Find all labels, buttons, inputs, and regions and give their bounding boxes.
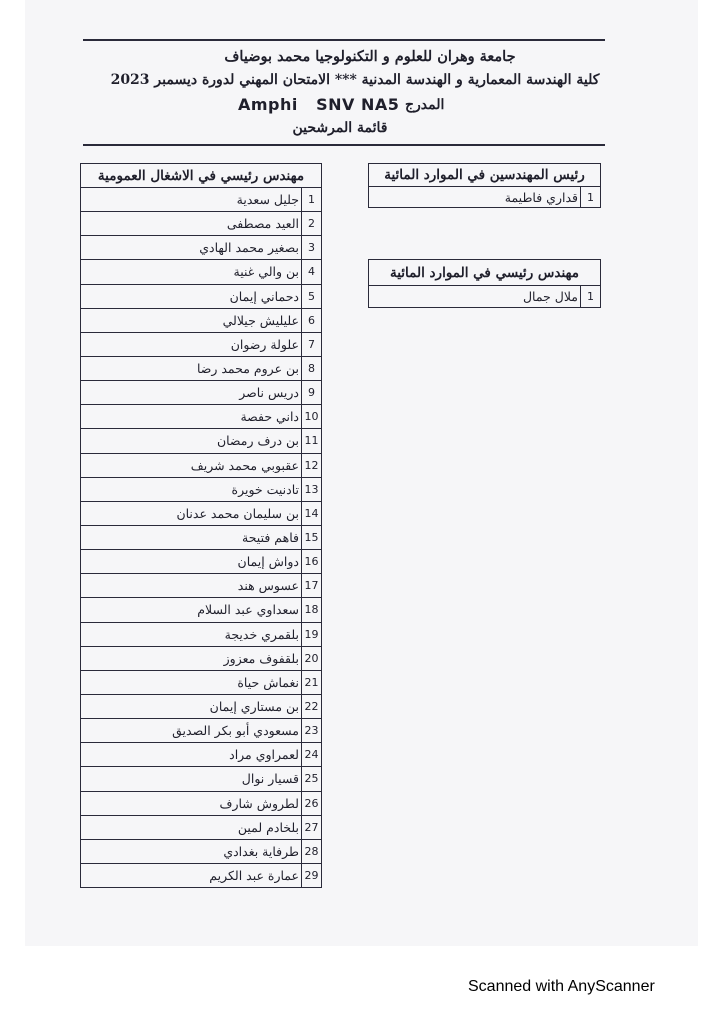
candidates-list-title: قائمة المرشحين xyxy=(292,120,388,136)
candidate-name: العيد مصطفى xyxy=(81,212,302,236)
candidate-name: عليليش جيلالي xyxy=(81,308,302,332)
table-row xyxy=(81,284,322,308)
table-row xyxy=(81,356,322,380)
candidate-name: لعمراوي مراد xyxy=(81,743,302,767)
scanner-watermark: Scanned with AnyScanner xyxy=(468,978,655,995)
table-row xyxy=(81,405,322,429)
row-number: 3 xyxy=(302,236,322,260)
row-number: 6 xyxy=(302,308,322,332)
candidate-name: طرفاية بغدادي xyxy=(81,839,302,863)
table-row xyxy=(81,477,322,501)
table-row xyxy=(369,187,601,208)
row-number: 9 xyxy=(302,381,322,405)
row-number: 24 xyxy=(302,743,322,767)
candidate-name: دريس ناصر xyxy=(81,381,302,405)
table-row xyxy=(81,694,322,718)
candidate-name: نغماش حياة xyxy=(81,670,302,694)
table-row xyxy=(81,767,322,791)
table-row xyxy=(81,863,322,887)
row-number: 17 xyxy=(302,574,322,598)
university-name: جامعة وهران للعلوم و التكنولوجيا محمد بوضياف xyxy=(224,48,516,65)
candidate-name: تادنيت خويرة xyxy=(81,477,302,501)
table-row xyxy=(81,501,322,525)
candidate-name: بلقفوف معزوز xyxy=(81,646,302,670)
chief-engineers-water-table xyxy=(368,163,601,208)
row-number: 4 xyxy=(302,260,322,284)
header-bottom-rule xyxy=(83,144,605,146)
table-row xyxy=(81,622,322,646)
top-rule xyxy=(83,39,605,41)
candidate-name: قسيار نوال xyxy=(81,767,302,791)
table-row xyxy=(81,550,322,574)
candidate-name: مسعودي أبو بكر الصديق xyxy=(81,719,302,743)
row-number: 22 xyxy=(302,694,322,718)
candidate-name: بن والي غنية xyxy=(81,260,302,284)
candidate-name: داني حفصة xyxy=(81,405,302,429)
row-number: 5 xyxy=(302,284,322,308)
row-number: 1 xyxy=(581,187,601,208)
candidate-name: عسوس هند xyxy=(81,574,302,598)
row-number: 8 xyxy=(302,356,322,380)
row-number: 20 xyxy=(302,646,322,670)
table-row xyxy=(81,815,322,839)
row-number: 12 xyxy=(302,453,322,477)
candidate-name: بن سليمان محمد عدنان xyxy=(81,501,302,525)
table-row xyxy=(81,574,322,598)
candidate-name: بلخادم لمين xyxy=(81,815,302,839)
row-number: 16 xyxy=(302,550,322,574)
row-number: 29 xyxy=(302,863,322,887)
candidate-name: بن مستاري إيمان xyxy=(81,694,302,718)
table-row xyxy=(81,332,322,356)
table-row xyxy=(81,453,322,477)
table-row xyxy=(81,525,322,549)
candidate-name: لطروش شارف xyxy=(81,791,302,815)
row-number: 19 xyxy=(302,622,322,646)
row-number: 25 xyxy=(302,767,322,791)
table-row xyxy=(81,188,322,212)
table-row xyxy=(369,286,601,308)
table-row xyxy=(81,719,322,743)
row-number: 18 xyxy=(302,598,322,622)
row-number: 11 xyxy=(302,429,322,453)
row-number: 28 xyxy=(302,839,322,863)
candidate-name: دحماني إيمان xyxy=(81,284,302,308)
row-number: 13 xyxy=(302,477,322,501)
row-number: 14 xyxy=(302,501,322,525)
principal-engineer-water-table xyxy=(368,259,601,308)
row-number: 27 xyxy=(302,815,322,839)
row-number: 10 xyxy=(302,405,322,429)
table-row xyxy=(81,791,322,815)
row-number: 15 xyxy=(302,525,322,549)
candidate-name: قداري فاطيمة xyxy=(369,187,581,208)
table-row xyxy=(81,429,322,453)
candidate-name: بن درف رمضان xyxy=(81,429,302,453)
candidate-name: بلقمري خديجة xyxy=(81,622,302,646)
candidate-name: علولة رضوان xyxy=(81,332,302,356)
candidate-name: فاهم فتيحة xyxy=(81,525,302,549)
candidate-name: ملال جمال xyxy=(369,286,581,308)
row-number: 7 xyxy=(302,332,322,356)
candidate-name: سعداوي عبد السلام xyxy=(81,598,302,622)
faculty-exam-line: كلية الهندسة المعمارية و الهندسة المدنية *** الامتحان المهني لدورة ديسمبر 2023 xyxy=(110,72,600,88)
table-row xyxy=(81,212,322,236)
table-a-title: رئيس المهندسين في الموارد المائية xyxy=(369,164,601,187)
table-row xyxy=(81,260,322,284)
table-row xyxy=(81,839,322,863)
main-table-title: مهندس رئيسي في الاشغال العمومية xyxy=(81,164,322,188)
table-b-title: مهندس رئيسي في الموارد المائية xyxy=(369,260,601,286)
table-row xyxy=(81,308,322,332)
table-row xyxy=(81,381,322,405)
amphi-label: Amphi SNV NA5 xyxy=(238,95,400,114)
row-number: 21 xyxy=(302,670,322,694)
row-number: 1 xyxy=(302,188,322,212)
candidate-name: جليل سعدية xyxy=(81,188,302,212)
row-number: 2 xyxy=(302,212,322,236)
table-row xyxy=(81,646,322,670)
candidate-name: عمارة عبد الكريم xyxy=(81,863,302,887)
candidate-name: عقبوبي محمد شريف xyxy=(81,453,302,477)
row-number: 26 xyxy=(302,791,322,815)
main-candidates-table xyxy=(80,163,322,888)
row-number: 1 xyxy=(581,286,601,308)
amphi-label-arabic: المدرج xyxy=(405,97,445,113)
table-row xyxy=(81,743,322,767)
row-number: 23 xyxy=(302,719,322,743)
table-row xyxy=(81,598,322,622)
candidate-name: بن عروم محمد رضا xyxy=(81,356,302,380)
candidate-name: دواش إيمان xyxy=(81,550,302,574)
table-row xyxy=(81,236,322,260)
candidate-name: بصغير محمد الهادي xyxy=(81,236,302,260)
table-row xyxy=(81,670,322,694)
